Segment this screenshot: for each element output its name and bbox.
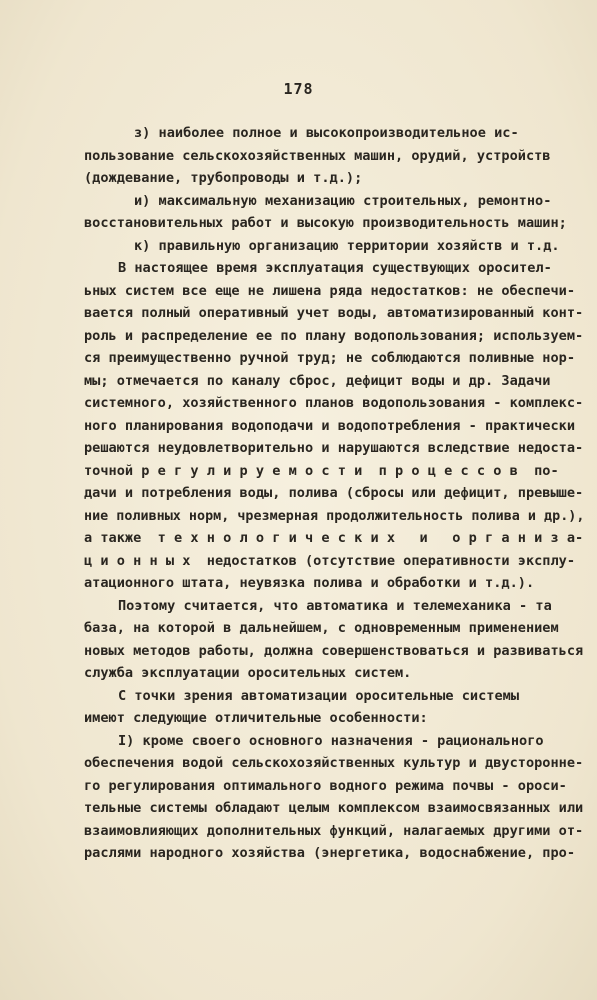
text-line: пользование сельскохозяйственных машин, орудий, устройств <box>84 147 551 164</box>
text-line: ного планирования водоподачи и водопотребления - практически <box>84 417 576 434</box>
text-line: база, на которой в дальнейшем, с одновременным применением <box>84 620 559 636</box>
text-line: вается полный оперативный учет воды, автоматизированный конт- <box>84 305 584 321</box>
text-line: ся преимущественно ручной труд; не соблюдаются поливные нор- <box>84 350 576 366</box>
text-line: обеспечения водой сельскохозяйственных культур и двусторонне- <box>84 755 584 771</box>
text-line: В настоящее время эксплуатация существующих оросител- <box>118 260 552 276</box>
text-line: (дождевание, трубопроводы и т.д.); <box>84 170 363 186</box>
text-line: атационного штата, неувязка полива и обработки и т.д.). <box>84 575 535 591</box>
text-line: тельные системы обладают целым комплексом взаимосвязанных или <box>84 800 584 816</box>
text-line: з) наиболее полное и высокопроизводительное ис- <box>134 125 519 141</box>
text-line: го регулирования оптимального водного режима почвы - ороси- <box>84 777 567 794</box>
text-line: ьных систем все еще не лишена ряда недостатков: не обеспечи- <box>84 282 576 299</box>
text-line: служба эксплуатации оросительных систем. <box>84 665 412 681</box>
text-line: I) кроме своего основного назначения - рационального <box>118 732 544 749</box>
text-line: мы; отмечается по каналу сброс, дефицит воды и др. Задачи <box>84 372 551 389</box>
text-line: раслями народного хозяйства (энергетика, водоснабжение, про- <box>84 845 576 861</box>
page-number: 178 <box>283 80 314 98</box>
text-line: взаимовлияющих дополнительных функций, налагаемых другими от- <box>84 822 584 839</box>
text-line: точной р е г у л и р у е м о с т и п р о ц е с с о в по- <box>84 462 559 479</box>
text-line: новых методов работы, должна совершенствоваться и развиваться <box>84 642 584 659</box>
text-line: к) правильную организацию территории хозяйств и т.д. <box>134 237 560 254</box>
text-line: роль и распределение ее по плану водопользования; используем- <box>84 327 584 344</box>
text-line: и) максимальную механизацию строительных, ремонтно- <box>134 192 552 209</box>
text-line: а также т е х н о л о г и ч е с к и х и о р г а н и з а- <box>84 530 584 546</box>
text-line: восстановительных работ и высокую производительность машин; <box>84 215 567 231</box>
text-line: ние поливных норм, чрезмерная продолжительность полива и др.), <box>84 507 585 524</box>
text-line: имеют следующие отличительные особенности: <box>84 710 428 726</box>
text-line: С точки зрения автоматизации оросительные системы <box>118 687 520 704</box>
text-line: ц и о н н ы х недостатков (отсутствие оперативности эксплу- <box>84 552 576 569</box>
text-line: системного, хозяйственного планов водопользования - комплекс- <box>84 395 584 411</box>
text-line: решаются неудовлетворительно и нарушаются вследствие недоста- <box>84 440 584 456</box>
text-line: Поэтому считается, что автоматика и телемеханика - та <box>118 597 552 614</box>
text-line: дачи и потребления воды, полива (сбросы или дефицит, превыше- <box>84 485 584 501</box>
